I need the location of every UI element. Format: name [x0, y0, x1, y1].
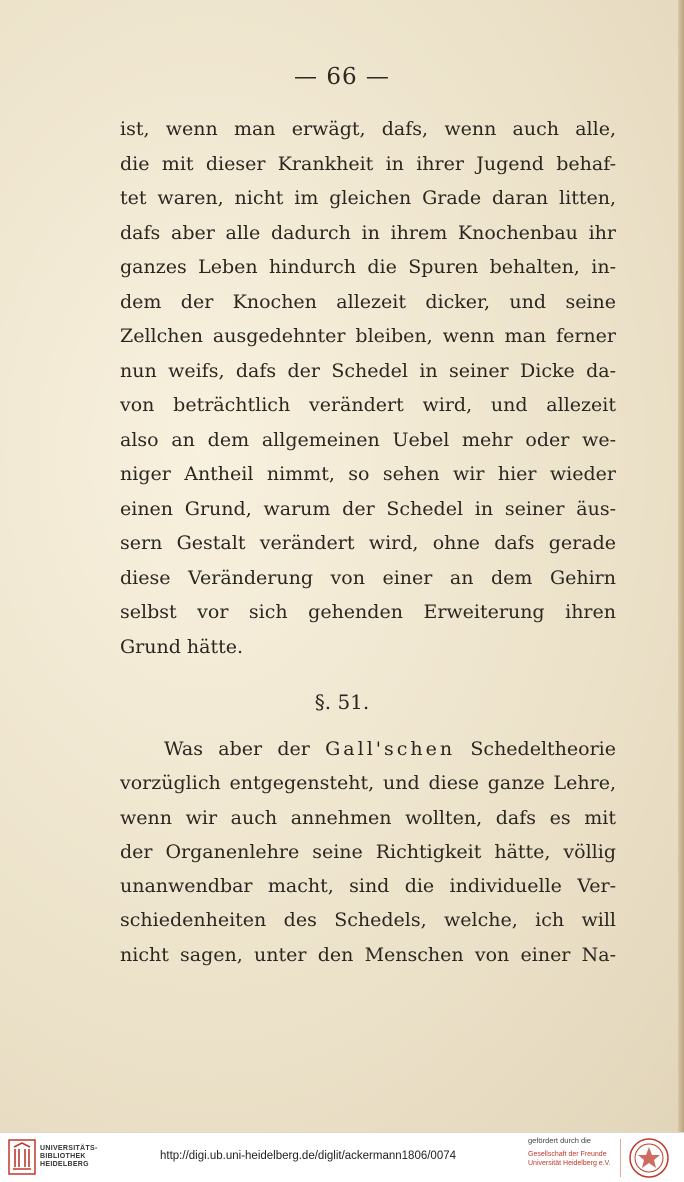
source-url[interactable]: http://digi.ub.uni-heidelberg.de/diglit/ackermann1806/0074: [160, 1150, 457, 1162]
university-seal-icon: [628, 1137, 670, 1179]
text-line: einen Grund, warum der Schedel in seiner äus-: [120, 497, 616, 520]
text-line: der Organenlehre seine Richtigkeit hätte, völlig: [120, 840, 616, 863]
text-line: also an dem allgemeinen Uebel mehr oder we-: [120, 428, 616, 451]
text-line: tet waren, nicht im gleichen Grade daran litten,: [120, 187, 616, 209]
text-line: vorzüglich entgegensteht, und diese ganze Lehre,: [120, 772, 616, 795]
text-fragment: Schedeltheorie: [455, 738, 616, 760]
society-name-line: Universität Heidelberg e.V.: [528, 1160, 611, 1167]
spaced-name: Gall'schen: [325, 738, 456, 760]
footer-divider: [620, 1139, 621, 1177]
footer-bar: [0, 1132, 684, 1182]
society-name-line: Gesellschaft der Freunde: [528, 1151, 607, 1158]
library-logo-icon: [8, 1139, 36, 1175]
text-line: dem der Knochen allezeit dicker, und seine: [120, 290, 616, 313]
library-name-line: BIBLIOTHEK: [40, 1153, 86, 1160]
text-line: [120, 732, 616, 766]
text-line: selbst vor sich gehenden Erweiterung ihren: [120, 601, 616, 623]
funded-by-label: gefördert durch die: [528, 1136, 591, 1145]
text-fragment: Was aber der: [164, 738, 326, 760]
text-line: Zellchen ausgedehnter bleiben, wenn man ferner: [120, 325, 616, 347]
text-line: nicht sagen, unter den Menschen von einer Na-: [120, 943, 616, 966]
paragraph-2: [120, 732, 616, 972]
library-name-line: UNIVERSITÄTS-: [40, 1145, 98, 1152]
text-line: diese Veränderung von einer an dem Gehirn: [120, 566, 616, 589]
text-line: schiedenheiten des Schedels, welche, ich will: [120, 909, 616, 932]
text-line: die mit dieser Krankheit in ihrer Jugend behaf-: [120, 152, 616, 175]
library-name-line: HEIDELBERG: [40, 1161, 89, 1168]
text-line: niger Antheil nimmt, so sehen wir hier wieder: [120, 463, 616, 485]
page-edge: [678, 0, 684, 1132]
text-line: Grund hätte.: [120, 635, 244, 658]
text-line: ist, wenn man erwägt, dafs, wenn auch alle,: [120, 118, 616, 140]
text-line: wenn wir auch annehmen wollten, dafs es mit: [120, 806, 616, 829]
page-number: — 66 —: [294, 64, 390, 90]
society-name: [528, 1150, 611, 1168]
paragraph-1: [120, 112, 616, 664]
text-line: dafs aber alle dadurch in ihrem Knochenbau ihr: [120, 221, 616, 244]
text-line: ganzes Leben hindurch die Spuren behalten, in-: [120, 256, 616, 278]
text-line: von beträchtlich verändert wird, und allezeit: [120, 394, 616, 416]
text-line: sern Gestalt verändert wird, ohne dafs gerade: [120, 532, 616, 554]
text-line: unanwendbar macht, sind die individuelle Ver-: [120, 875, 616, 898]
section-heading: §. 51.: [314, 690, 370, 714]
library-name: [40, 1145, 98, 1169]
text-line: nun weifs, dafs der Schedel in seiner Dicke da-: [120, 359, 616, 382]
